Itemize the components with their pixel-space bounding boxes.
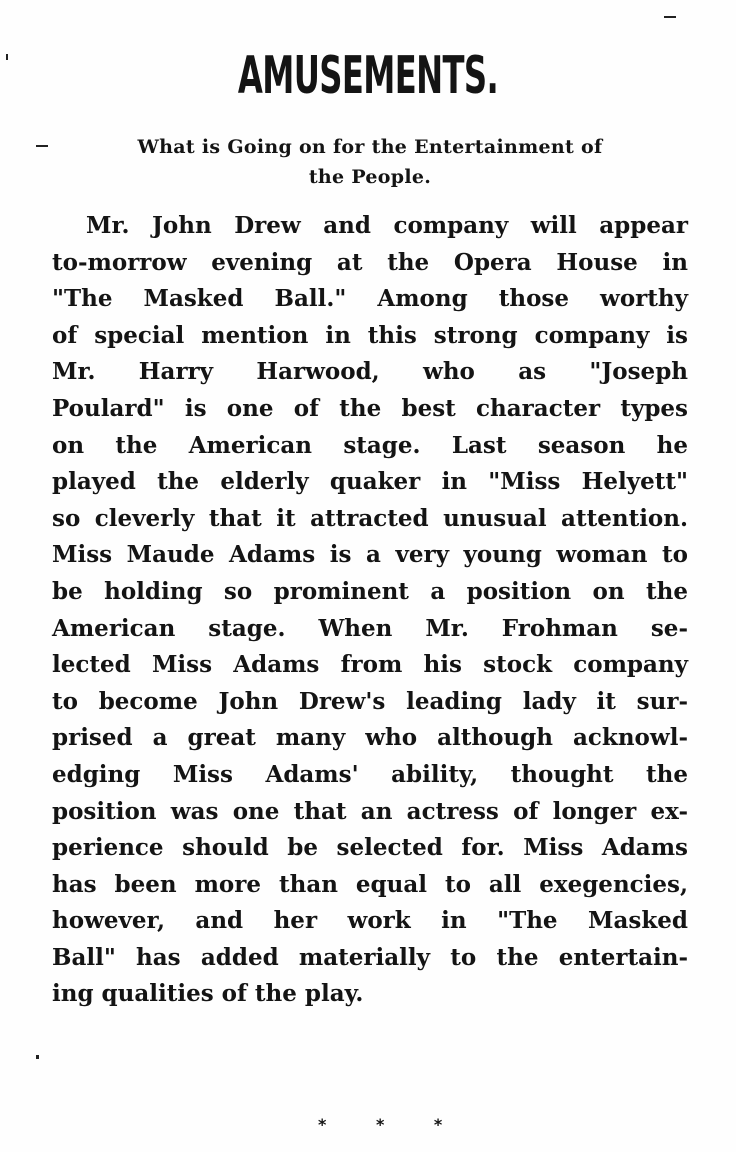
- body-line: has been more than equal to all exegencies,: [52, 870, 688, 898]
- body-line: be holding so prominent a position on the: [52, 577, 688, 605]
- article-body: [52, 208, 688, 1013]
- body-line: Ball" has added materially to the entertain-: [52, 943, 688, 971]
- body-line: of special mention in this strong company is: [52, 321, 688, 349]
- body-line: on the American stage. Last season he: [52, 431, 688, 459]
- body-line: Miss Maude Adams is a very young woman to: [52, 541, 688, 569]
- print-speck: [36, 145, 48, 147]
- body-line: Poulard" is one of the best character types: [52, 394, 688, 422]
- section-end-stars: * * *: [318, 1115, 465, 1134]
- body-line: to become John Drew's leading lady it sur-: [52, 687, 688, 715]
- body-line: ing qualities of the play.: [52, 980, 364, 1008]
- subheadline-line: the People.: [308, 166, 432, 188]
- subheadline-line: What is Going on for the Entertainment of: [137, 136, 603, 158]
- body-line: lected Miss Adams from his stock company: [52, 651, 688, 679]
- body-line: however, and her work in "The Masked: [52, 907, 688, 935]
- body-line: American stage. When Mr. Frohman se-: [52, 614, 688, 642]
- headline: AMUSEMENTS.: [237, 46, 499, 106]
- body-line: Mr. John Drew and company will appear: [86, 212, 688, 239]
- body-line: perience should be selected for. Miss Adams: [52, 834, 688, 862]
- body-line: to-morrow evening at the Opera House in: [52, 248, 688, 276]
- body-line: Mr. Harry Harwood, who as "Joseph: [52, 358, 688, 386]
- body-line: "The Masked Ball." Among those worthy: [52, 285, 688, 313]
- print-speck: [664, 16, 676, 18]
- body-line: edging Miss Adams' ability, thought the: [52, 760, 688, 788]
- body-line: prised a great many who although acknowl-: [52, 724, 688, 752]
- subheadline: [55, 132, 685, 192]
- print-speck: [6, 54, 8, 60]
- body-line: position was one that an actress of longer ex-: [52, 797, 688, 825]
- body-line: played the elderly quaker in "Miss Helyett": [52, 468, 688, 496]
- body-line: so cleverly that it attracted unusual attention.: [52, 504, 688, 532]
- print-speck: [36, 1055, 39, 1059]
